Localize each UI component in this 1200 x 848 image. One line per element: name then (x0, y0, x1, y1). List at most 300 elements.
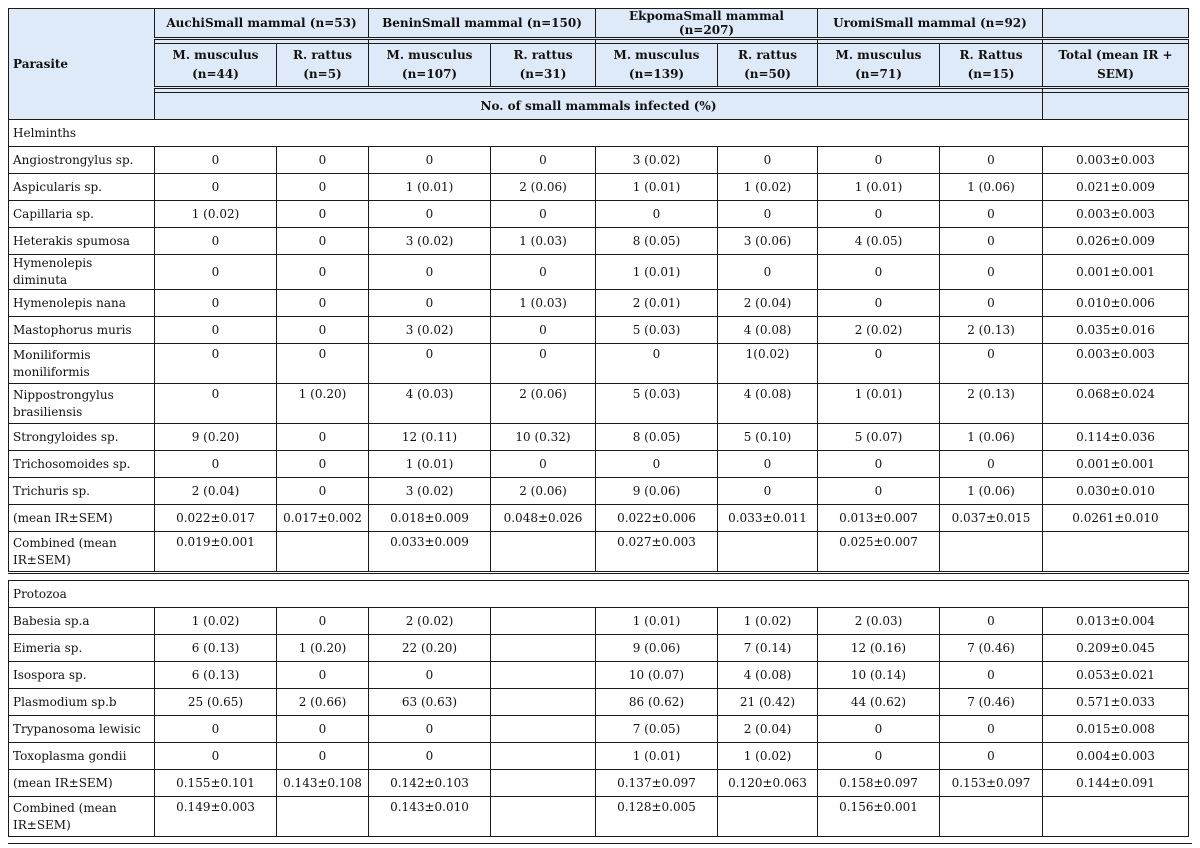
species-header-line: (n=71) (855, 67, 902, 81)
table-cell: 2 (0.03) (818, 608, 940, 635)
table-cell (277, 797, 369, 837)
table-cell: 0 (369, 255, 491, 290)
table-cell: 0 (155, 743, 277, 770)
table-cell: 0.027±0.003 (596, 532, 718, 573)
parasite-name-line: Heterakis spumosa (13, 233, 130, 248)
total-cell: 0.003±0.003 (1043, 344, 1189, 384)
table-cell (491, 635, 596, 662)
table-cell: 0 (277, 255, 369, 290)
table-cell: 0 (818, 255, 940, 290)
parasite-name-line: Capillaria sp. (13, 206, 94, 221)
table-cell: 2 (0.13) (940, 384, 1043, 424)
section-separator (9, 573, 1189, 581)
parasite-name-line: Combined (mean (13, 801, 117, 815)
table-cell (491, 689, 596, 716)
table-cell: 63 (0.63) (369, 689, 491, 716)
parasite-name-line: Aspicularis sp. (13, 179, 102, 194)
total-cell (1043, 797, 1189, 837)
table-cell: 4 (0.08) (718, 662, 818, 689)
table-cell: 0 (940, 608, 1043, 635)
table-cell: 0 (491, 201, 596, 228)
table-cell: 0 (491, 147, 596, 174)
table-cell: 0 (369, 147, 491, 174)
total-cell: 0.004±0.003 (1043, 743, 1189, 770)
total-cell: 0.114±0.036 (1043, 424, 1189, 451)
table-cell: 1 (0.06) (940, 174, 1043, 201)
table-cell: 0 (818, 451, 940, 478)
parasite-name (9, 201, 155, 228)
table-cell: 0.158±0.097 (818, 770, 940, 797)
species-header-line: R. rattus (513, 48, 573, 62)
table-cell: 2 (0.04) (155, 478, 277, 505)
species-header (369, 44, 491, 88)
table-cell: 0.143±0.108 (277, 770, 369, 797)
total-cell: 0.003±0.003 (1043, 201, 1189, 228)
table-cell: 2 (0.01) (596, 290, 718, 317)
total-cell: 0.209±0.045 (1043, 635, 1189, 662)
parasite-name-line: Combined (mean (13, 536, 117, 550)
infected-count-header: No. of small mammals infected (%) (155, 93, 1043, 120)
total-header-bottom (1043, 93, 1189, 120)
parasite-name-line: (mean IR±SEM) (13, 775, 113, 790)
table-cell (940, 532, 1043, 573)
parasite-name (9, 290, 155, 317)
table-row (9, 797, 1189, 837)
parasite-name (9, 228, 155, 255)
table-cell: 0 (818, 344, 940, 384)
table-cell: 0 (155, 344, 277, 384)
parasite-name (9, 147, 155, 174)
species-header-line: (n=50) (744, 67, 791, 81)
table-cell: 0 (718, 147, 818, 174)
table-cell: 1 (0.02) (155, 201, 277, 228)
table-cell (718, 532, 818, 573)
table-cell: 0.156±0.001 (818, 797, 940, 837)
table-row (9, 174, 1189, 201)
parasite-name-line: Moniliformis (13, 348, 91, 362)
table-cell: 86 (0.62) (596, 689, 718, 716)
parasite-name-line: brasiliensis (13, 405, 83, 419)
table-cell: 1 (0.03) (491, 290, 596, 317)
table-cell: 10 (0.14) (818, 662, 940, 689)
parasite-name (9, 743, 155, 770)
table-row (9, 424, 1189, 451)
section-header-row (9, 581, 1189, 608)
total-cell: 0.021±0.009 (1043, 174, 1189, 201)
parasite-name-line: IR±SEM) (13, 818, 71, 832)
parasite-name-line: Mastophorus muris (13, 322, 132, 337)
data-table-container (8, 8, 1189, 837)
table-cell (491, 662, 596, 689)
parasite-name (9, 451, 155, 478)
table-cell: 1 (0.01) (596, 608, 718, 635)
table-cell: 5 (0.03) (596, 317, 718, 344)
table-cell: 1 (0.01) (596, 174, 718, 201)
table-cell: 0 (277, 451, 369, 478)
total-cell: 0.001±0.001 (1043, 451, 1189, 478)
parasite-name-line: Angiostrongylus sp. (13, 152, 134, 167)
parasite-name-line: Hymenolepis nana (13, 295, 126, 310)
table-row (9, 662, 1189, 689)
table-cell: 0.022±0.006 (596, 505, 718, 532)
table-cell: 1 (0.06) (940, 424, 1043, 451)
table-cell: 0 (369, 201, 491, 228)
table-cell: 0.037±0.015 (940, 505, 1043, 532)
table-cell: 0.017±0.002 (277, 505, 369, 532)
parasite-table (8, 8, 1189, 837)
parasite-name (9, 716, 155, 743)
total-cell: 0.068±0.024 (1043, 384, 1189, 424)
parasite-name-line: Hymenolepis diminuta (13, 256, 93, 287)
table-cell: 0 (718, 451, 818, 478)
table-cell: 0 (155, 384, 277, 424)
table-cell: 0.143±0.010 (369, 797, 491, 837)
species-header-line: (n=107) (401, 67, 458, 81)
table-cell: 2 (0.13) (940, 317, 1043, 344)
table-cell: 0.142±0.103 (369, 770, 491, 797)
location-header-ekpoma: EkpomaSmall mammal (n=207) (596, 9, 818, 39)
parasite-name (9, 689, 155, 716)
parasite-name (9, 317, 155, 344)
parasite-name-line: Eimeria sp. (13, 640, 83, 655)
table-cell: 1 (0.02) (718, 174, 818, 201)
table-cell: 0 (277, 147, 369, 174)
table-cell: 0 (155, 716, 277, 743)
table-row (9, 344, 1189, 384)
table-cell: 1 (0.01) (596, 743, 718, 770)
parasite-name-line: Toxoplasma gondii (13, 748, 127, 763)
species-header-line: R. rattus (738, 48, 797, 62)
total-cell: 0.571±0.033 (1043, 689, 1189, 716)
table-row (9, 201, 1189, 228)
section-title: Helminths (9, 120, 1189, 147)
table-cell: 5 (0.03) (596, 384, 718, 424)
table-cell: 1(0.02) (718, 344, 818, 384)
table-cell: 0 (818, 743, 940, 770)
table-cell: 0.155±0.101 (155, 770, 277, 797)
table-cell: 0 (718, 478, 818, 505)
table-cell: 0.120±0.063 (718, 770, 818, 797)
table-cell: 3 (0.02) (369, 478, 491, 505)
table-cell: 2 (0.02) (369, 608, 491, 635)
parasite-name (9, 478, 155, 505)
table-row (9, 147, 1189, 174)
species-header (596, 44, 718, 88)
table-cell: 0 (369, 716, 491, 743)
table-cell: 0 (818, 478, 940, 505)
table-cell (491, 770, 596, 797)
table-cell: 0 (818, 201, 940, 228)
table-cell: 0 (369, 743, 491, 770)
table-cell: 0 (369, 344, 491, 384)
table-cell: 1 (0.01) (596, 255, 718, 290)
bottom-rule (8, 843, 1192, 844)
parasite-name (9, 424, 155, 451)
table-cell: 1 (0.01) (369, 174, 491, 201)
total-cell: 0.144±0.091 (1043, 770, 1189, 797)
table-cell: 0 (277, 201, 369, 228)
parasite-name (9, 174, 155, 201)
table-cell: 0 (277, 174, 369, 201)
section-separator-cell (9, 573, 1189, 581)
table-cell: 25 (0.65) (155, 689, 277, 716)
species-header-line: R. Rattus (959, 48, 1023, 62)
table-cell: 0 (718, 255, 818, 290)
table-cell: 3 (0.02) (369, 228, 491, 255)
table-cell: 0 (155, 228, 277, 255)
table-cell: 0 (818, 147, 940, 174)
table-cell: 0 (369, 290, 491, 317)
species-header (718, 44, 818, 88)
parasite-name (9, 505, 155, 532)
species-header-line: R. rattus (293, 48, 352, 62)
table-cell: 1 (0.02) (718, 608, 818, 635)
parasite-name (9, 255, 155, 290)
table-row (9, 290, 1189, 317)
table-cell: 1 (0.01) (818, 384, 940, 424)
parasite-name-line: Trypanosoma lewisic (13, 721, 141, 736)
location-header-auchi: AuchiSmall mammal (n=53) (155, 9, 369, 39)
table-cell: 0 (277, 478, 369, 505)
total-cell: 0.010±0.006 (1043, 290, 1189, 317)
table-cell: 0 (818, 290, 940, 317)
table-cell: 4 (0.08) (718, 384, 818, 424)
table-cell: 0.048±0.026 (491, 505, 596, 532)
table-row (9, 255, 1189, 290)
table-cell: 7 (0.46) (940, 689, 1043, 716)
table-cell: 0 (155, 290, 277, 317)
table-row (9, 505, 1189, 532)
table-cell (491, 743, 596, 770)
parasite-name-line: Strongyloides sp. (13, 429, 119, 444)
species-header-line: (n=139) (628, 67, 685, 81)
parasite-name-line: (mean IR±SEM) (13, 510, 113, 525)
table-cell: 0 (940, 344, 1043, 384)
table-cell: 4 (0.08) (718, 317, 818, 344)
table-cell: 1 (0.02) (155, 608, 277, 635)
parasite-name-line: Plasmodium sp.b (13, 694, 117, 709)
table-cell: 0.033±0.011 (718, 505, 818, 532)
location-header-benin: BeninSmall mammal (n=150) (369, 9, 596, 39)
species-header-line: M. musculus (386, 48, 473, 62)
total-cell: 0.013±0.004 (1043, 608, 1189, 635)
total-cell: 0.015±0.008 (1043, 716, 1189, 743)
table-cell: 7 (0.05) (596, 716, 718, 743)
parasite-name-line: Isospora sp. (13, 667, 87, 682)
table-cell: 0 (940, 290, 1043, 317)
species-header (491, 44, 596, 88)
table-cell: 1 (0.02) (718, 743, 818, 770)
parasite-name (9, 770, 155, 797)
table-cell: 0 (277, 608, 369, 635)
table-cell: 0 (155, 147, 277, 174)
table-cell: 0 (940, 743, 1043, 770)
table-cell: 0.149±0.003 (155, 797, 277, 837)
total-cell: 0.026±0.009 (1043, 228, 1189, 255)
table-row (9, 770, 1189, 797)
table-cell: 12 (0.16) (818, 635, 940, 662)
table-cell: 8 (0.05) (596, 228, 718, 255)
table-cell: 0 (277, 290, 369, 317)
parasite-name (9, 532, 155, 573)
table-cell: 0 (940, 662, 1043, 689)
table-cell: 0 (818, 716, 940, 743)
table-cell: 5 (0.10) (718, 424, 818, 451)
table-row (9, 451, 1189, 478)
table-cell: 9 (0.20) (155, 424, 277, 451)
table-cell: 0 (596, 201, 718, 228)
total-cell: 0.053±0.021 (1043, 662, 1189, 689)
table-row (9, 317, 1189, 344)
table-cell: 0 (491, 451, 596, 478)
table-cell: 0 (277, 716, 369, 743)
table-cell: 0 (491, 344, 596, 384)
table-row (9, 384, 1189, 424)
table-cell: 2 (0.02) (818, 317, 940, 344)
table-cell: 0 (155, 255, 277, 290)
table-cell: 0 (940, 228, 1043, 255)
parasite-name-line: moniliformis (13, 365, 90, 379)
table-row (9, 228, 1189, 255)
table-cell: 3 (0.02) (596, 147, 718, 174)
parasite-name (9, 662, 155, 689)
table-cell: 0 (596, 451, 718, 478)
table-cell: 44 (0.62) (818, 689, 940, 716)
table-cell: 0.025±0.007 (818, 532, 940, 573)
parasite-name (9, 344, 155, 384)
table-cell: 2 (0.06) (491, 174, 596, 201)
table-cell: 0.018±0.009 (369, 505, 491, 532)
species-header (940, 44, 1043, 88)
table-cell: 2 (0.04) (718, 716, 818, 743)
table-row (9, 478, 1189, 505)
table-cell: 0 (491, 317, 596, 344)
section-title: Protozoa (9, 581, 1189, 608)
table-cell: 0 (940, 255, 1043, 290)
table-cell: 0 (940, 451, 1043, 478)
table-cell: 0 (940, 716, 1043, 743)
species-header-line: (n=44) (192, 67, 239, 81)
total-cell: 0.0261±0.010 (1043, 505, 1189, 532)
table-cell: 22 (0.20) (369, 635, 491, 662)
table-cell: 0 (596, 344, 718, 384)
table-row (9, 635, 1189, 662)
table-cell: 5 (0.07) (818, 424, 940, 451)
table-cell: 7 (0.46) (940, 635, 1043, 662)
table-cell: 0 (155, 317, 277, 344)
table-row (9, 532, 1189, 573)
table-cell: 10 (0.32) (491, 424, 596, 451)
total-column-header (1043, 44, 1189, 88)
table-cell: 1 (0.20) (277, 635, 369, 662)
table-cell: 1 (0.03) (491, 228, 596, 255)
table-row (9, 608, 1189, 635)
table-cell: 0 (277, 743, 369, 770)
table-cell (940, 797, 1043, 837)
species-header-line: M. musculus (172, 48, 259, 62)
species-header (155, 44, 277, 88)
table-cell: 0.022±0.017 (155, 505, 277, 532)
table-cell: 9 (0.06) (596, 635, 718, 662)
table-cell: 2 (0.06) (491, 478, 596, 505)
table-row (9, 716, 1189, 743)
table-cell: 3 (0.02) (369, 317, 491, 344)
total-header-line: Total (mean IR + (1058, 48, 1173, 62)
species-header-row (9, 44, 1189, 88)
table-cell: 0 (940, 201, 1043, 228)
table-cell: 0 (277, 662, 369, 689)
table-cell: 4 (0.03) (369, 384, 491, 424)
table-row (9, 743, 1189, 770)
parasite-name (9, 797, 155, 837)
total-cell: 0.030±0.010 (1043, 478, 1189, 505)
species-header-line: (n=5) (303, 67, 342, 81)
table-cell: 6 (0.13) (155, 662, 277, 689)
total-cell: 0.003±0.003 (1043, 147, 1189, 174)
table-cell: 3 (0.06) (718, 228, 818, 255)
table-cell: 1 (0.20) (277, 384, 369, 424)
table-cell: 0.153±0.097 (940, 770, 1043, 797)
total-cell (1043, 532, 1189, 573)
total-cell: 0.035±0.016 (1043, 317, 1189, 344)
table-cell: 0 (369, 662, 491, 689)
species-header-line: (n=31) (519, 67, 567, 81)
table-cell: 1 (0.01) (369, 451, 491, 478)
table-cell: 0.128±0.005 (596, 797, 718, 837)
parasite-name (9, 384, 155, 424)
table-cell: 0 (277, 424, 369, 451)
parasite-name-line: Babesia sp.a (13, 613, 90, 628)
table-cell: 0 (277, 344, 369, 384)
table-cell: 4 (0.05) (818, 228, 940, 255)
table-cell (491, 608, 596, 635)
species-header-line: M. musculus (613, 48, 700, 62)
section-header-row (9, 120, 1189, 147)
table-body (9, 120, 1189, 837)
table-cell: 0.013±0.007 (818, 505, 940, 532)
parasite-name-line: Trichosomoides sp. (13, 456, 131, 471)
table-cell: 21 (0.42) (718, 689, 818, 716)
species-header-line: M. musculus (835, 48, 922, 62)
total-header-top (1043, 9, 1189, 39)
species-header (818, 44, 940, 88)
parasite-name (9, 608, 155, 635)
total-header-line: SEM) (1097, 67, 1134, 81)
species-header (277, 44, 369, 88)
table-cell: 2 (0.06) (491, 384, 596, 424)
table-cell (491, 797, 596, 837)
species-header-line: (n=15) (967, 67, 1015, 81)
table-cell: 10 (0.07) (596, 662, 718, 689)
total-cell: 0.001±0.001 (1043, 255, 1189, 290)
table-cell: 0 (491, 255, 596, 290)
table-cell: 0.137±0.097 (596, 770, 718, 797)
table-cell: 1 (0.06) (940, 478, 1043, 505)
table-cell: 9 (0.06) (596, 478, 718, 505)
parasite-name (9, 635, 155, 662)
table-cell (491, 532, 596, 573)
table-cell: 0 (940, 147, 1043, 174)
table-row (9, 689, 1189, 716)
table-cell: 0.033±0.009 (369, 532, 491, 573)
table-cell: 0 (155, 451, 277, 478)
parasite-column-header: Parasite (9, 9, 155, 120)
table-cell: 2 (0.66) (277, 689, 369, 716)
table-cell: 8 (0.05) (596, 424, 718, 451)
table-cell: 0 (277, 317, 369, 344)
location-header-uromi: UromiSmall mammal (n=92) (818, 9, 1043, 39)
table-cell: 0 (718, 201, 818, 228)
